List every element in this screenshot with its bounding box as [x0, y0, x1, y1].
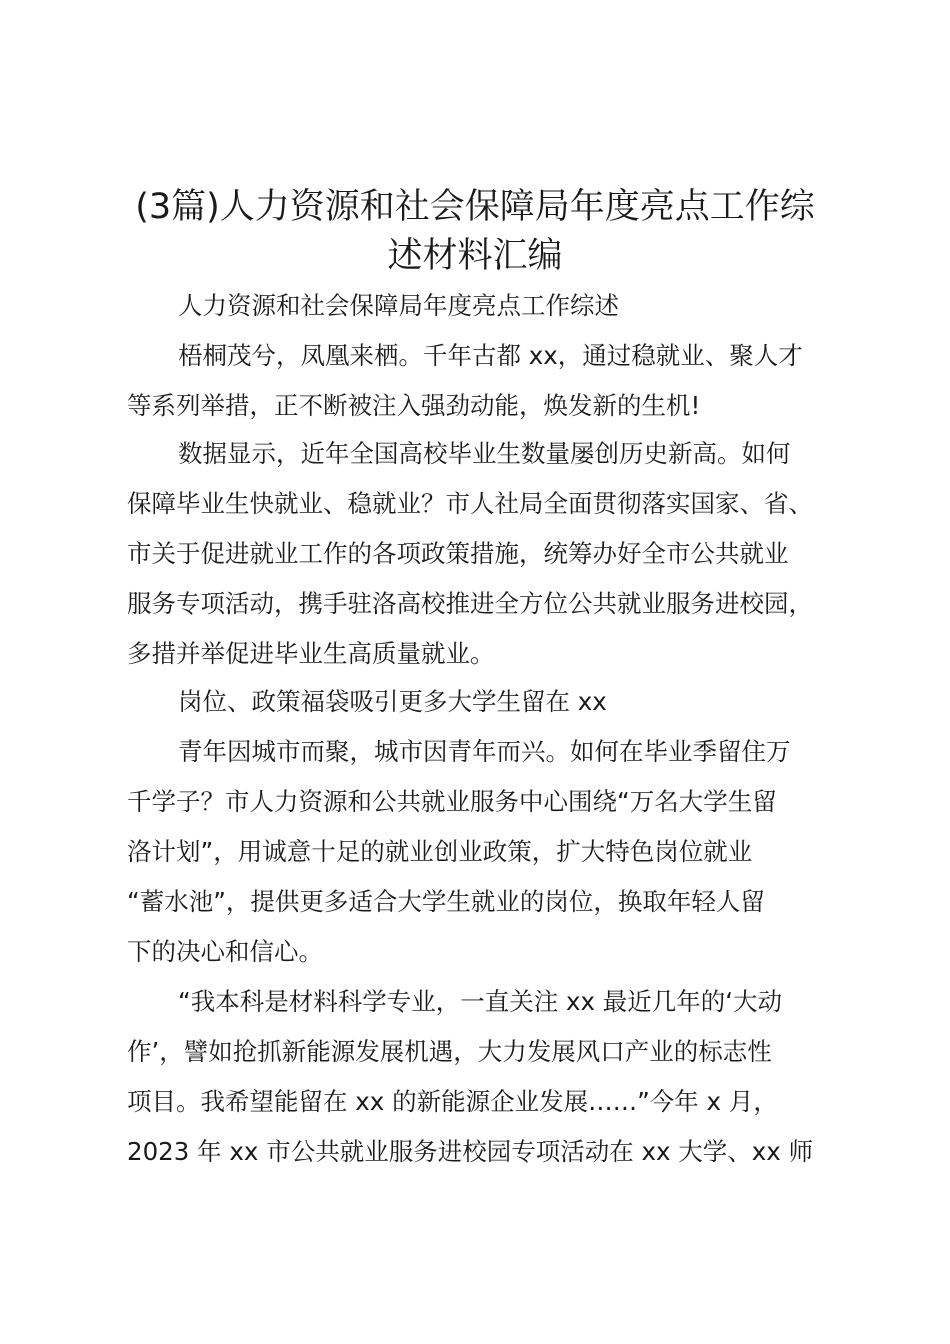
paragraph-line: 多措并举促进毕业生高质量就业。	[127, 639, 495, 668]
paragraph-line: 数据显示，近年全国高校毕业生数量屡创历史新高。如何	[178, 439, 791, 468]
paragraph-line: “蓄水池”，提供更多适合大学生就业的岗位，换取年轻人留	[127, 887, 765, 916]
paragraph-line: 青年因城市而聚，城市因青年而兴。如何在毕业季留住万	[178, 737, 791, 766]
document-title-line-2: 述材料汇编	[387, 236, 563, 276]
subsection-heading: 岗位、政策福袋吸引更多大学生留在 xx	[178, 687, 607, 716]
paragraph-line: “我本科是材料科学专业，一直关注 xx 最近几年的‘大动	[178, 987, 783, 1016]
paragraph-line: 2023 年 xx 市公共就业服务进校园专项活动在 xx 大学、xx 师	[127, 1137, 814, 1166]
paragraph-line: 服务专项活动，携手驻洛高校推进全方位公共就业服务进校园，	[127, 589, 813, 618]
paragraph-line: 千学子？市人力资源和公共就业服务中心围绕“万名大学生留	[127, 787, 777, 816]
paragraph-line: 项目。我希望能留在 xx 的新能源企业发展……”今年 x 月，	[127, 1087, 778, 1116]
paragraph-line: 保障毕业生快就业、稳就业？市人社局全面贯彻落实国家、省、	[127, 489, 813, 518]
paragraph-line: 下的决心和信心。	[127, 937, 323, 966]
document-title-line-1: (3篇)人力资源和社会保障局年度亮点工作综	[135, 187, 815, 227]
paragraph-line: 作’，譬如抢抓新能源发展机遇，大力发展风口产业的标志性	[127, 1037, 772, 1066]
paragraph-line: 梧桐茂兮，凤凰来栖。千年古都 xx，通过稳就业、聚人才	[178, 341, 803, 370]
paragraph-line: 市关于促进就业工作的各项政策措施，统筹办好全市公共就业	[127, 539, 789, 568]
section-heading: 人力资源和社会保障局年度亮点工作综述	[178, 291, 619, 320]
paragraph-line: 等系列举措，正不断被注入强劲动能，焕发新的生机!	[127, 391, 701, 420]
paragraph-line: 洛计划”，用诚意十足的就业创业政策，扩大特色岗位就业	[127, 837, 753, 866]
